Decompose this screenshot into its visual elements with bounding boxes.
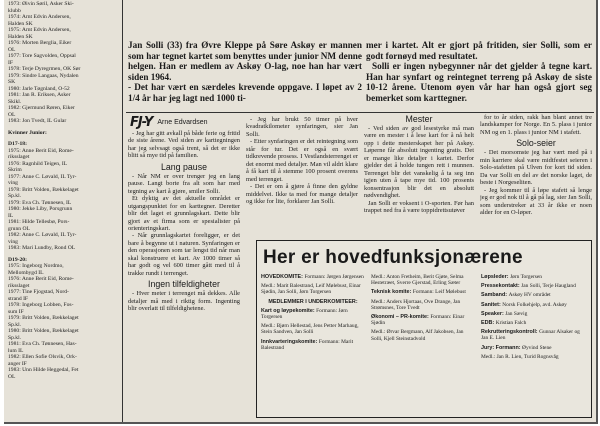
article-lead-right <box>366 40 592 112</box>
lead-paragraph-4: Solli er ingen nybegynner når det gjelder å tegne kart. Han har synfart og reintegnet terreng på Askøy de siste 10-12 årene. Utenom øyen vår har han også gjort seg bemerket som karttegner. <box>366 61 592 103</box>
col1-paragraph-5: - Hver meter i terrenget må dekkes. Alle detaljer må med i riktig form. Ingenting blir overlatt til tilfeldighetene. <box>128 290 240 313</box>
results-entry: 1978: Britt Volden, Bækkelaget <box>8 186 79 193</box>
lead-bottom-rule <box>126 112 594 113</box>
committee-entry-text: Medl.: Bjørn Hellestad, Jens Petter Marhaug, Stein Sandven, Jan Solli <box>261 323 359 336</box>
results-entry: OL <box>8 373 16 380</box>
committee-entry-heading: Pressekontakt: <box>481 283 522 290</box>
results-entry: 1981: Eva Ch. Tønnesen, Has- <box>8 341 77 347</box>
committee-entry-heading: Rekrutteringskontroll: <box>481 329 540 336</box>
results-entry: Halden SK <box>8 20 33 27</box>
committee-entry-text: Askøy HV området <box>508 292 551 299</box>
committee-entry-text: Medl.: Jan R. Lien, Turid Rognsvåg <box>481 353 559 360</box>
committee-entry-text: Medl.: Ørvar Bergmann, Alf Jakobsen, Jan Solli, Kjell Steinstadvold <box>371 329 464 342</box>
committee-column-a <box>261 274 365 354</box>
column-rule-left <box>122 0 123 422</box>
committee-entry <box>481 283 585 289</box>
results-entry: 1979: Sindre Langaas, Nydalen <box>8 72 79 79</box>
committee-entry-text: Medl.: Marit Balestrand, Leif Mølebust, Einar Sjødin, Jan Solli, Jørn Torgersen <box>261 283 361 296</box>
committee-entry-text: Kristian Falch <box>495 320 527 327</box>
results-entry: ving <box>8 180 18 186</box>
col2-paragraph-3: - Det er om å gjøre å finne den gyldne middelvei. Ikke ta med for mange detaljer og ikke for lite, forklarer Jan Solli. <box>246 183 358 205</box>
newspaper-clipping <box>4 0 598 424</box>
subheading-lang-pause: Lang pause <box>161 161 207 172</box>
results-entry: 1983: Jon Tvedt, IL Gular <box>8 118 67 124</box>
results-entry: 1983: Mari Lundby, Rond OL <box>8 245 76 251</box>
results-entry: Sp.kl. <box>8 321 22 328</box>
results-entry: riksslaget <box>8 282 30 289</box>
committee-entry-text: Formann: Leif Mølebust <box>412 289 466 296</box>
results-entry: lum IL <box>8 347 24 354</box>
committee-box-heading: Her er hovedfunksjonærene <box>263 247 523 268</box>
committee-entry <box>481 345 585 351</box>
results-entry: 1975: Ingeborg Nordmo, <box>8 263 64 269</box>
lead-paragraph-2: - Det har vært en særdeles krevende oppgave. I løpet av 2 1/4 år har jeg lagt ned 1000 ti- <box>128 82 362 103</box>
results-entry: ving <box>8 238 18 245</box>
committee-entry-text: Formann: Jørgen Jørgensen <box>304 274 364 280</box>
results-entry: Halden SK <box>8 33 33 40</box>
committee-entry <box>481 274 585 280</box>
committee-entry-text: Jan Solli, Terje Haugland <box>521 283 576 290</box>
article-column-4 <box>480 114 592 238</box>
committee-entry <box>481 354 585 360</box>
results-entry: SK <box>8 79 16 85</box>
results-entry: 1976: Anne Berit Eid, Rome- <box>8 276 74 282</box>
results-entry: 1979: Britt Volden, Bækkelaget <box>8 315 79 321</box>
results-entry: 1978: Ingeborg Lobben, Fos- <box>8 302 74 308</box>
col4-paragraph-3: - Jeg kommer til å løpe stafett så lenge jeg er god nok til å gå på lag, sier Jan Solli, som understreker at 33 år ikke er noen alder for en O-løper. <box>480 186 592 216</box>
results-entry: OL <box>8 111 16 118</box>
subheading-ingen-tilfeldigheter: Ingen tilfeldigheter <box>148 279 220 290</box>
results-entry: 1980: Britt Volden, Bækkelaget <box>8 328 79 334</box>
results-entry: grunn OL <box>8 225 30 232</box>
lead-paragraph-1: Jan Solli (33) fra Øvre Kleppe på Søre Askøy er mannen som har tegnet kartet som benyttes under junior NM denne helgen. Han er medlem av Askøy O-lag, noe han har vært siden 1964. <box>128 40 362 82</box>
committee-entry-text: Formann: Jørn Torgersen <box>261 307 348 321</box>
committee-entry-heading: Teknisk komite: <box>371 289 413 296</box>
results-entry: Skikl. <box>8 98 22 105</box>
committee-entry-text: Medl.: Anders Hjortaas, Ove Drange, Jan Strømsnes, Tore Tvedt <box>371 298 461 311</box>
committee-entry <box>481 329 585 341</box>
article-column-3 <box>364 114 474 238</box>
committee-entry <box>261 283 365 295</box>
results-entry: 1975: Arnt Edvin Andersen, <box>8 27 71 33</box>
col1-paragraph-4: - Når grunnlagskartet foreligger, er det bare å begynne ut i naturen. Synfaringen er den operasjonen som tar lengst tid når man skal konstruere et kart. Av 1000 timer så har godt og vel 600 timer gått med til å trakke rundt i terrenget. <box>128 232 240 277</box>
byline-author: Arne Edvardsen <box>157 119 208 126</box>
committee-entry-heading: Speaker: <box>481 310 506 317</box>
committee-entry <box>371 274 475 286</box>
results-entry: 1973: Øivin Søril, Asker Ski- <box>8 1 74 7</box>
committee-entry <box>481 302 585 308</box>
results-entry: IL <box>8 212 14 219</box>
committee-entry-text: Norsk Folkehjelp, avd. Askøy <box>502 301 567 308</box>
committee-entry-text: Medl.: Anton Fretheim, Berit Gjøte, Selma Hestetræet, Sverre Gjerstad, Erling Sæter <box>371 274 464 287</box>
col2-paragraph-2: - Etter synfaringen er det reintegning som står for tur. Det er også en svært tidkrevende prosess. I Vestlandsterrenget er det enormt med detaljer. Man vil aldri klare å få kart til å stemme 100 prosent overens med terrenget. <box>246 138 358 183</box>
results-entry: 1976: Ragnhild Teigen, IL <box>8 160 68 167</box>
d17-heading: D17-18: <box>8 141 27 147</box>
committee-entry <box>371 314 475 326</box>
results-entry: strand IF <box>8 295 29 302</box>
col1-paragraph-3: Et dyktig av det aktuelle området er utgangspunktet for en karttegner. Deretter blir det laget et grunnlagskart. Dette blir gjort av et firma som er spesialister på orienteringskart. <box>128 195 240 232</box>
committee-entry-text: Formann: Einar Sjødin <box>371 314 465 327</box>
results-entry: 1981: Jan R. Eriksen, Asker <box>8 92 71 98</box>
committee-entry <box>371 289 475 295</box>
col1-paragraph-1: - Jeg har gitt avkall på både ferie og fritid de siste årene. Ved siden av karttegningen har jeg selvsagt også trent, så det er ikke blitt så mye tid på familien. <box>128 130 240 160</box>
results-entry: 1982: Ellen Sofie Olsvik, Ork- <box>8 354 77 360</box>
col3-paragraph-2: Jan Solli er voksent i O-sporten. Før han trappet ned fra å være toppidrettsutøver <box>364 199 474 214</box>
byline <box>130 115 208 130</box>
article-column-1 <box>128 130 240 420</box>
col4-paragraph-2: - Det morsomste jeg har vært med på i min karriere skal være midtfestet seieren i Solo-stafetten på Ulven for kort tid siden. Da var Solli en del av det norske laget, de beste i Norgeseliten. <box>480 149 592 187</box>
committee-entry-heading: Løpsleder: <box>481 274 511 280</box>
results-entry: 1977: Anne C. Løvald, IL Tyr- <box>8 173 77 180</box>
results-entry: 1976: Morten Berglia, Eiker <box>8 40 72 46</box>
subheading-solo-seier: Solo-seier <box>516 138 556 149</box>
committee-entry-heading: MEDLEMMER I UNDERKOMITEER: <box>268 298 358 305</box>
committee-entry-heading: Sanitet: <box>481 301 503 308</box>
results-entry: 1982: Anne C. Løvald, IL Tyr- <box>8 232 77 238</box>
results-entry: Skrim <box>8 167 22 173</box>
committee-box <box>256 240 592 418</box>
results-entry: 1982: Gjermund Røren, Eiker <box>8 105 75 111</box>
results-entry: 1981: Hilde Tellesbø, Pors- <box>8 219 70 225</box>
committee-entry-heading: Økonomi – PR-komite: <box>371 314 431 321</box>
results-entry: 1977: Tine Fjogstad, Nord- <box>8 289 69 295</box>
committee-entry <box>261 323 365 335</box>
committee-entry <box>371 299 475 311</box>
results-entry: 1979: Eva Ch. Tønnesen, IL <box>8 199 72 206</box>
results-list-column <box>8 1 120 421</box>
lead-paragraph-3: mer i kartet. Alt er gjort på fritiden, sier Solli, som er godt fornøyd med resultatet. <box>366 40 592 61</box>
results-entry: Sp.kl. <box>8 193 22 199</box>
committee-entry <box>261 308 365 320</box>
results-entry: riksslaget <box>8 154 30 160</box>
d17-results-list <box>8 148 120 252</box>
committee-entry-heading: Jury: Formann: <box>481 344 523 351</box>
committee-box-columns <box>261 274 587 413</box>
committee-entry <box>481 311 585 317</box>
results-entry: IF <box>8 59 13 66</box>
committee-column-b <box>371 274 475 345</box>
d19-results-list <box>8 263 120 380</box>
col2-paragraph-1: - Jeg har brukt 50 timer på hver kvadratkilometer synfaringen, sier Jan Solli. <box>246 116 358 138</box>
results-entry: anger IF <box>8 360 27 367</box>
committee-entry <box>371 329 475 341</box>
results-entry: klubb <box>8 7 21 14</box>
results-entry: 1980: Jekke Liby, Porsgrunn <box>8 206 73 212</box>
committee-column-c <box>481 274 585 363</box>
subheading-mester: Mester <box>405 114 433 124</box>
article-lead-left <box>128 40 362 110</box>
committee-entry-heading: Kart og løypekomite: <box>261 307 317 314</box>
committee-entry <box>481 292 585 298</box>
col1-paragraph-2: - Når NM er over trenger jeg en lang pause. Langt borte fra alt som har med tegning av kart å gjøre, smiler Solli. <box>128 172 240 195</box>
results-entry: OL <box>8 46 16 53</box>
committee-entry-text: Øyvind Stene <box>522 344 552 351</box>
committee-entry-text: Jan Sævig <box>505 310 528 317</box>
col3-paragraph-1: - Ved siden av god lesestyrke må man være en mester i å lese kart for å nå helt opp i dette mesterskapet her på Askøy. Løperne får absolutt ingenting gratis. Det er mange like detaljer i kartet. Derfor gjelder det å holde tungen rett i munnen. Terrenget blir det vanskelig å ta seg inn igjen uten å tape mye tid. 100 prosents konsentrasjon blir det en absolutt nødvendighet. <box>364 125 474 200</box>
results-entry: 1983: Unn Hilde Heggedal, Fet <box>8 367 79 373</box>
committee-entry-text: Formann: Marit Balestrand <box>261 338 354 351</box>
d19-heading: D19-20: <box>8 256 27 263</box>
results-entry: 1975: Anne Berit Eid, Rome- <box>8 147 74 154</box>
committee-entry-heading: Innkvarteringskomite: <box>261 338 319 345</box>
col4-paragraph-1: for to år siden, rakk han blant annet tre landskamper for Norge. En 5. plass i junior NM og en 1. plass i junior NM i stafett. <box>480 114 592 136</box>
committee-entry <box>261 339 365 351</box>
article-column-2 <box>246 116 358 236</box>
results-entry: sum IF <box>8 308 24 315</box>
committee-entry <box>481 320 585 326</box>
results-entry: Mellombygd IL <box>8 269 44 276</box>
committee-entry-text: Jørn Torgersen <box>510 274 542 280</box>
results-entry: 1974: Arnt Edvin Andersen, <box>8 14 71 20</box>
newspaper-logo: FJ-Y <box>130 115 153 130</box>
committee-entry-heading: HOVEDKOMITE: <box>261 274 305 280</box>
results-entry: 1977: Tore Sagvolden, Oppsal <box>8 53 76 59</box>
committee-entry-heading: Samband: <box>481 292 509 299</box>
committee-entry <box>261 299 365 305</box>
results-entry: Sp.kl. <box>8 334 22 341</box>
results-entry: 1980: Jarle Tøgnland, O-52 <box>8 85 70 92</box>
committee-entry <box>261 274 365 280</box>
committee-entry-text: Gunnar Alsaker og Jan E. Lien <box>481 329 580 342</box>
committee-entry-heading: EDB: <box>481 320 496 327</box>
women-junior-heading: Kvinner Junior: <box>8 129 47 136</box>
results-entry: 1978: Terje Dyregrmen, OK Sør <box>8 66 81 72</box>
boys-results-list <box>8 1 120 125</box>
